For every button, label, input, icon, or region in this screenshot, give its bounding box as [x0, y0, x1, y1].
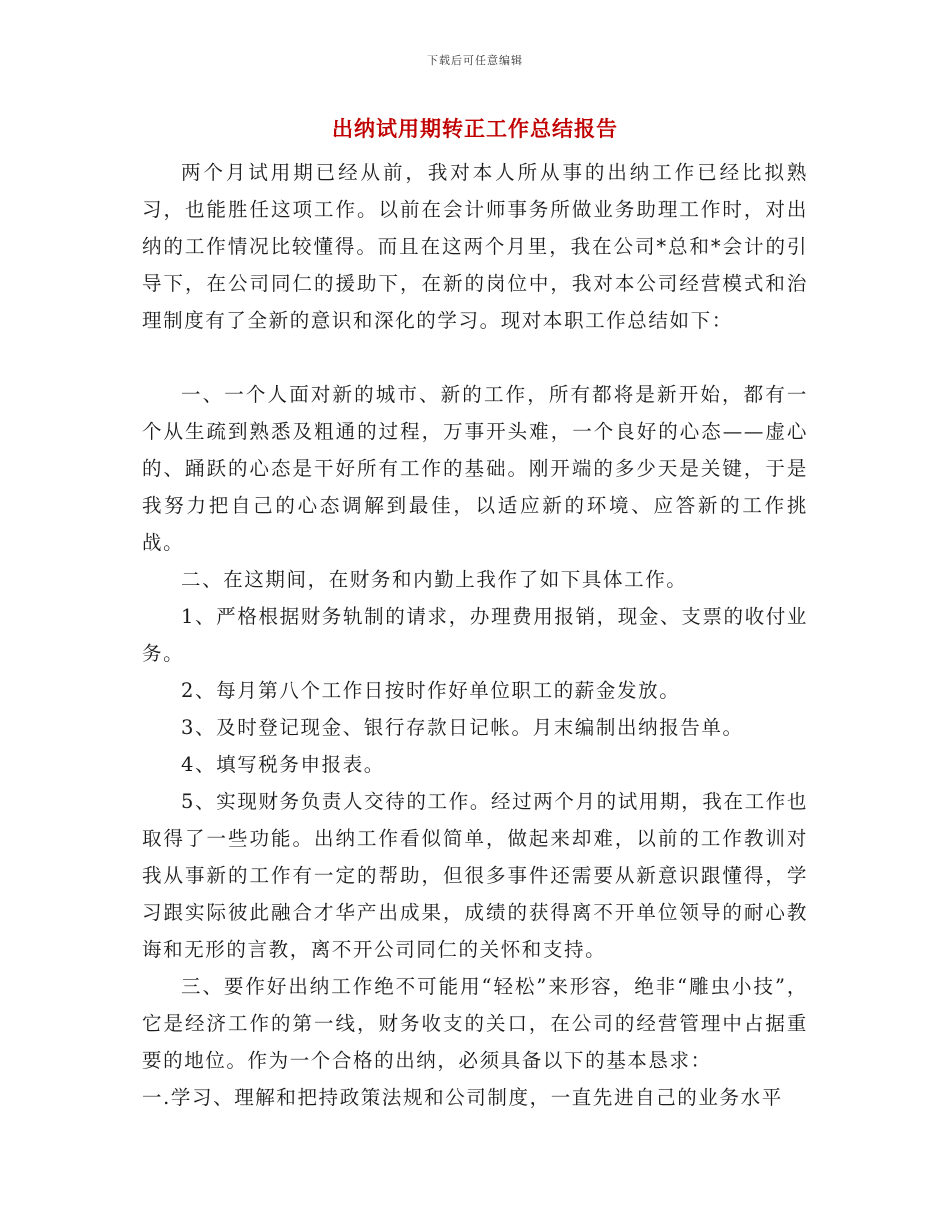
header-note: 下载后可任意编辑: [427, 54, 523, 67]
document-title: 出纳试用期转正工作总结报告: [332, 116, 618, 141]
paragraph-item-3: 3、及时登记现金、银行存款日记帐。月末编制出纳报告单。: [181, 716, 744, 739]
paragraph-intro: 两个月试用期已经从前，我对本人所从事的出纳工作已经比拟熟习，也能胜任这项工作。以前在会计师事务所做业务助理工作时，对出纳的工作情况比较懂得。而且在这两个月里，我在公司*总和*会计的引导下，在公司同仁的援助下，在新的岗位中，我对本公司经营模式和治理制度有了全新的意识和深化的学习。现对本职工作总结如下：: [142, 161, 808, 332]
paragraph-subitem-1: 一.学习、理解和把持政策法规和公司制度，一直先进自己的业务水平: [142, 1086, 783, 1109]
document-body: [142, 154, 808, 1116]
paragraph-section-3: 三、要作好出纳工作绝不可能用“轻松”来形容，绝非“雕虫小技”，它是经济工作的第一线，财务收支的关口，在公司的经营管理中占据重要的地位。作为一个合格的出纳，必须具备以下的基本恳求：: [142, 975, 808, 1072]
paragraph-item-4: 4、填写税务申报表。: [181, 753, 385, 776]
paragraph-section-2: 二、在这期间，在财务和内勤上我作了如下具体工作。: [181, 568, 688, 591]
paragraph-item-2: 2、每月第八个工作日按时作好单位职工的薪金发放。: [181, 679, 681, 702]
paragraph-item-1: 1、严格根据财务轨制的请求，办理费用报销，现金、支票的收付业务。: [142, 605, 808, 665]
paragraph-item-5: 5、实现财务负责人交待的工作。经过两个月的试用期，我在工作也取得了一些功能。出纳工作看似简单，做起来却难，以前的工作教训对我从事新的工作有一定的帮助，但很多事件还需要从新意识跟懂得，学习跟实际彼此融合才华产出成果，成绩的获得离不开单位领导的耐心教诲和无形的言教，离不开公司同仁的关怀和支持。: [142, 790, 808, 961]
paragraph-section-1: 一、一个人面对新的城市、新的工作，所有都将是新开始，都有一个从生疏到熟悉及粗通的过程，万事开头难，一个良好的心态——虚心的、踊跃的心态是干好所有工作的基础。刚开端的多少天是关键，于是我努力把自己的心态调解到最佳，以适应新的环境、应答新的工作挑战。: [142, 383, 808, 554]
